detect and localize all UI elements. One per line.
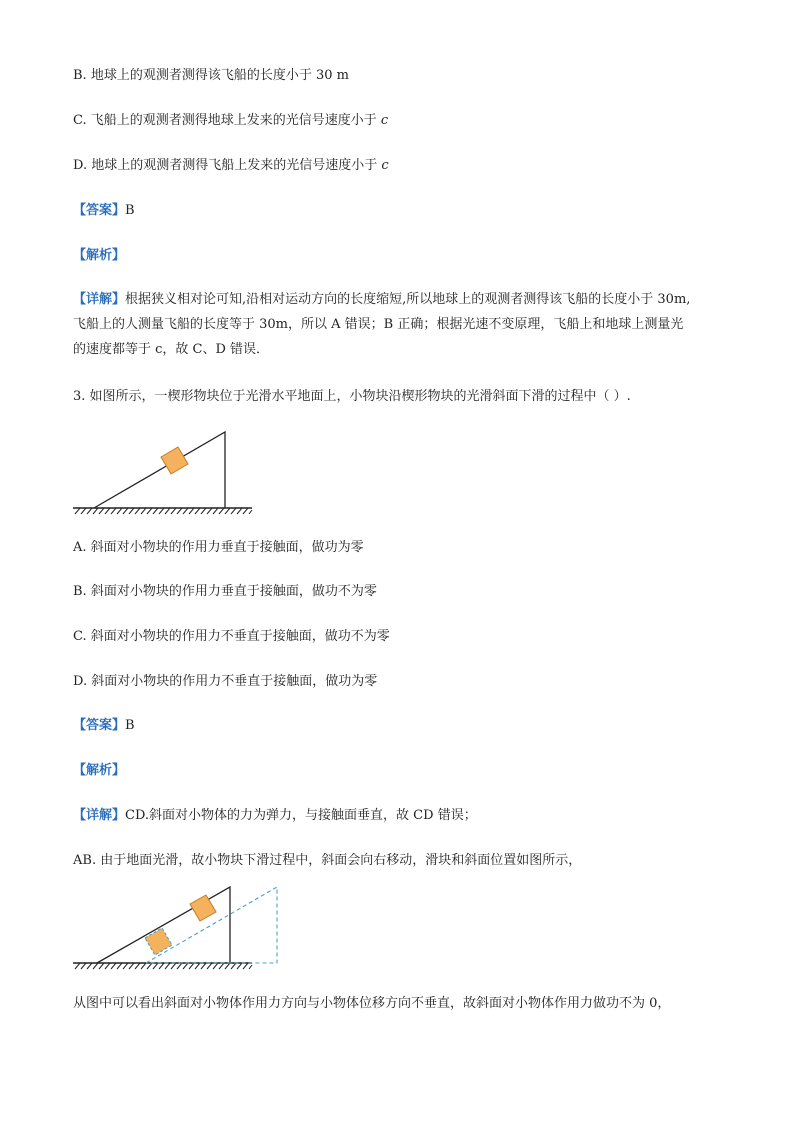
speed-of-light-symbol: c	[380, 113, 389, 128]
answer-label: 【答案】	[73, 203, 126, 218]
wedge-initial	[97, 887, 230, 963]
q2-option-c	[73, 111, 388, 131]
q3-option-b: B. 斜面对小物块的作用力垂直于接触面，做功不为零	[73, 584, 377, 599]
q3-option-d: D. 斜面对小物块的作用力不垂直于接触面，做功为零	[73, 674, 378, 689]
q2-answer	[73, 201, 135, 221]
sliding-block	[161, 447, 188, 474]
q3-option-a: A. 斜面对小物块的作用力垂直于接触面，做功为零	[73, 540, 364, 555]
q2-option-d-text: D. 地球上的观测者测得飞船上发来的光信号速度小于	[73, 158, 382, 173]
wedge-figure-2	[70, 880, 285, 972]
answer-label: 【答案】	[73, 718, 126, 733]
q2-analysis	[73, 246, 125, 266]
q2-option-c-text: C. 飞船上的观测者测得地球上发来的光信号速度小于	[73, 113, 381, 128]
detail-label: 【详解】	[73, 808, 126, 823]
q2-option-b: B. 地球上的观测者测得该飞船的长度小于 30 m	[73, 68, 349, 83]
block-displaced	[145, 928, 172, 955]
q3-analysis	[73, 761, 125, 781]
ground-hatching	[75, 508, 252, 514]
analysis-label: 【解析】	[73, 763, 126, 778]
detail-label: 【详解】	[73, 292, 126, 307]
answer-value: B	[125, 718, 135, 733]
analysis-label: 【解析】	[73, 248, 126, 263]
wedge	[94, 432, 225, 508]
wedge-figure-1	[70, 424, 255, 520]
detail-text: CD.斜面对小物体的力为弹力，与接触面垂直，故 CD 错误；	[125, 808, 477, 823]
q2-detail-line3: 的速度都等于 c，故 C、D 错误．	[73, 342, 270, 357]
ground-hatching	[75, 963, 252, 969]
answer-value: B	[125, 203, 135, 218]
q2-detail-line2: 飞船上的人测量飞船的长度等于 30m，所以 A 错误；B 正确；根据光速不变原理，飞船上和地球上测量光	[73, 317, 684, 332]
q3-option-c: C. 斜面对小物块的作用力不垂直于接触面，做功不为零	[73, 629, 390, 644]
q2-option-d	[73, 156, 389, 176]
wedge-displaced-outline	[146, 887, 277, 963]
speed-of-light-symbol: c	[381, 158, 389, 173]
q3-conclusion: 从图中可以看出斜面对小物体作用力方向与小物体位移方向不垂直，故斜面对小物体作用力做功不为 0，	[73, 996, 671, 1011]
block-initial	[190, 895, 216, 921]
q3-detail-cd	[73, 806, 477, 826]
q2-detail-line1	[73, 290, 690, 310]
q3-detail-ab: AB. 由于地面光滑，故小物块下滑过程中，斜面会向右移动，滑块和斜面位置如图所示，	[73, 853, 582, 868]
q3-stem: 3. 如图所示，一楔形物块位于光滑水平地面上，小物块沿楔形物块的光滑斜面下滑的过程中（ ）.	[73, 389, 631, 404]
q3-answer	[73, 716, 135, 736]
detail-text: 根据狭义相对论可知,沿相对运动方向的长度缩短,所以地球上的观测者测得该飞船的长度小于 30m,	[125, 292, 691, 307]
